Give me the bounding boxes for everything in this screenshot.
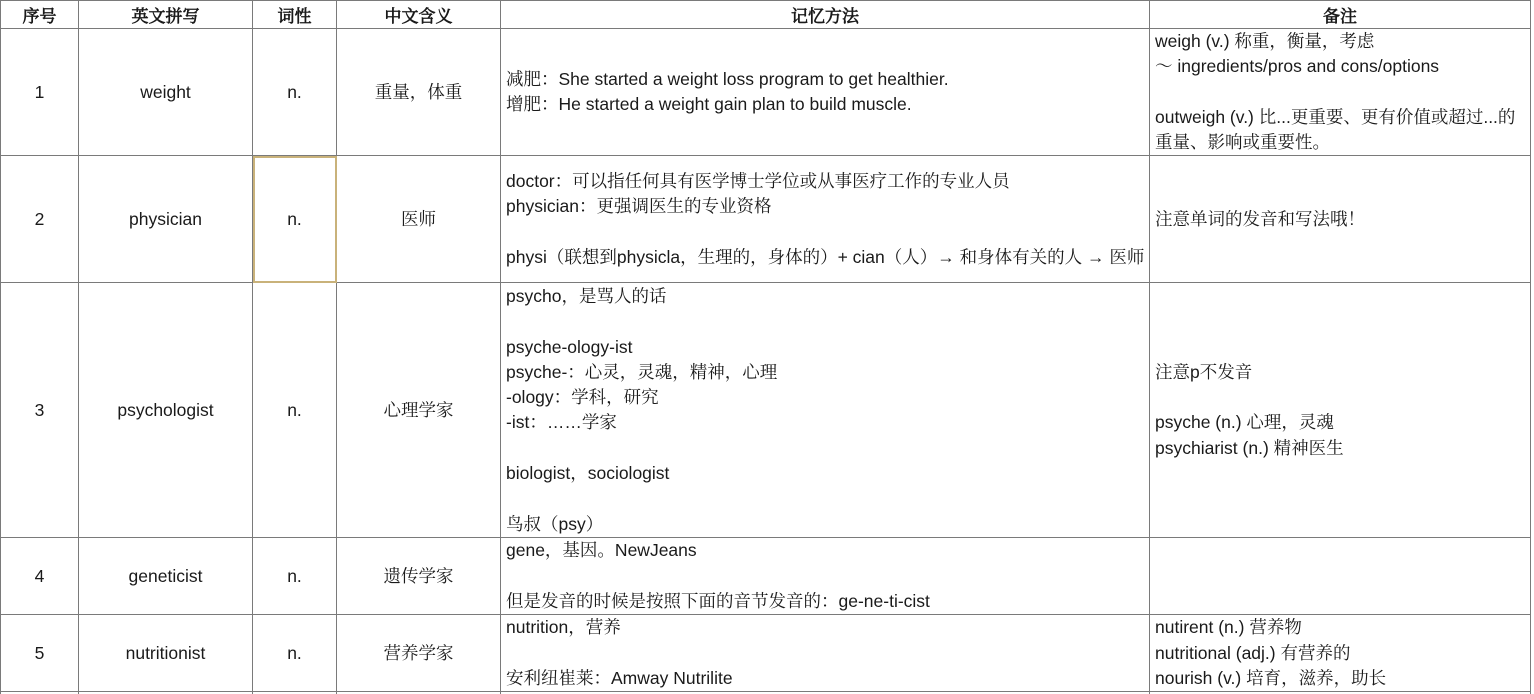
header-cell-notes[interactable]: 备注 <box>1150 1 1531 29</box>
header-cell-memory[interactable]: 记忆方法 <box>501 1 1150 29</box>
cell-word[interactable]: weight <box>79 29 253 156</box>
cell-no[interactable]: 2 <box>1 156 79 283</box>
cell-meaning[interactable]: 营养学家 <box>337 615 501 692</box>
memory-line: biologist，sociologist <box>506 463 670 484</box>
notes-line: ～ ingredients/pros and cons/options <box>1155 56 1440 77</box>
cell-no[interactable]: 4 <box>1 538 79 615</box>
memory-line <box>506 436 1147 461</box>
cell-pos[interactable]: n. <box>253 29 337 156</box>
header-cell-no[interactable]: 序号 <box>1 1 79 29</box>
memory-line <box>506 564 1147 589</box>
notes-line: 注意单词的发音和写法哦！ <box>1155 208 1365 229</box>
memory-line: 鸟叔（psy） <box>506 513 604 534</box>
cell-pos[interactable]: n. <box>253 283 337 538</box>
memory-line: physician：更强调医生的专业资格 <box>506 196 772 217</box>
cell-notes[interactable] <box>1150 283 1531 538</box>
notes-line: nourish (v.) 培育，滋养，助长 <box>1155 668 1387 689</box>
cell-no[interactable]: 1 <box>1 29 79 156</box>
cell-no[interactable]: 5 <box>1 615 79 692</box>
cell-pos-selected[interactable]: n. <box>253 156 337 283</box>
memory-line: psyche-ology-ist <box>506 336 633 357</box>
table-row <box>1 29 1531 156</box>
table-row <box>1 615 1531 692</box>
cell-word[interactable]: physician <box>79 156 253 283</box>
memory-line: 但是发音的时候是按照下面的音节发音的：ge-ne-ti-cist <box>506 591 930 612</box>
cell-meaning[interactable]: 医师 <box>337 156 501 283</box>
memory-line <box>506 486 1147 511</box>
memory-line: doctor：可以指任何具有医学博士学位或从事医疗工作的专业人员 <box>506 170 1010 191</box>
cell-notes[interactable] <box>1150 615 1531 692</box>
cell-notes-empty[interactable] <box>1150 538 1531 615</box>
header-row <box>1 1 1531 29</box>
memory-line: gene，基因。NewJeans <box>506 540 697 561</box>
memory-line <box>506 219 1147 244</box>
memory-line: psyche-：心灵，灵魂，精神，心理 <box>506 361 778 382</box>
notes-line: weigh (v.) 称重，衡量，考虑 <box>1155 31 1375 51</box>
cell-memory[interactable] <box>501 156 1150 283</box>
table-row <box>1 283 1531 538</box>
cell-memory[interactable] <box>501 29 1150 156</box>
header-cell-meaning[interactable]: 中文含义 <box>337 1 501 29</box>
notes-line: nutritional (adj.) 有营养的 <box>1155 642 1351 663</box>
cell-memory[interactable] <box>501 615 1150 692</box>
notes-line <box>1155 385 1528 410</box>
notes-line: psyche (n.) 心理，灵魂 <box>1155 412 1334 433</box>
memory-line: -ist：……学家 <box>506 412 617 433</box>
memory-line: 减肥：She started a weight loss program to get healthier. <box>506 68 949 89</box>
cell-meaning[interactable]: 遗传学家 <box>337 538 501 615</box>
cell-word[interactable]: nutritionist <box>79 615 253 692</box>
cell-no[interactable]: 3 <box>1 283 79 538</box>
memory-line: psycho，是骂人的话 <box>506 286 667 306</box>
notes-line: outweigh (v.) 比...更重要、更有价值或超过...的重量、影响或重要性。 <box>1155 106 1516 153</box>
table-row <box>1 156 1531 283</box>
memory-line: -ology：学科，研究 <box>506 387 659 408</box>
memory-line: nutrition，营养 <box>506 617 621 638</box>
cell-pos[interactable]: n. <box>253 615 337 692</box>
cell-meaning[interactable]: 重量，体重 <box>337 29 501 156</box>
notes-line: 注意p不发音 <box>1155 361 1253 382</box>
header-cell-word[interactable]: 英文拼写 <box>79 1 253 29</box>
memory-line: 增肥：He started a weight gain plan to build muscle. <box>506 94 912 115</box>
memory-line <box>506 641 1147 666</box>
notes-line: nutirent (n.) 营养物 <box>1155 617 1302 638</box>
table-row <box>1 538 1531 615</box>
cell-memory[interactable] <box>501 283 1150 538</box>
notes-line: psychiarist (n.) 精神医生 <box>1155 437 1344 458</box>
cell-meaning[interactable]: 心理学家 <box>337 283 501 538</box>
cell-notes[interactable] <box>1150 156 1531 283</box>
memory-line <box>506 309 1147 334</box>
memory-line: physi（联想到physicla，生理的，身体的）+ cian（人）→ 和身体有关的人 → 医师 <box>506 246 1145 267</box>
cell-word[interactable]: psychologist <box>79 283 253 538</box>
cell-word[interactable]: geneticist <box>79 538 253 615</box>
memory-line: 安利纽崔莱：Amway Nutrilite <box>506 668 733 689</box>
cell-pos[interactable]: n. <box>253 538 337 615</box>
cell-notes[interactable] <box>1150 29 1531 156</box>
notes-line <box>1155 80 1528 105</box>
cell-memory[interactable] <box>501 538 1150 615</box>
header-cell-pos[interactable]: 词性 <box>253 1 337 29</box>
